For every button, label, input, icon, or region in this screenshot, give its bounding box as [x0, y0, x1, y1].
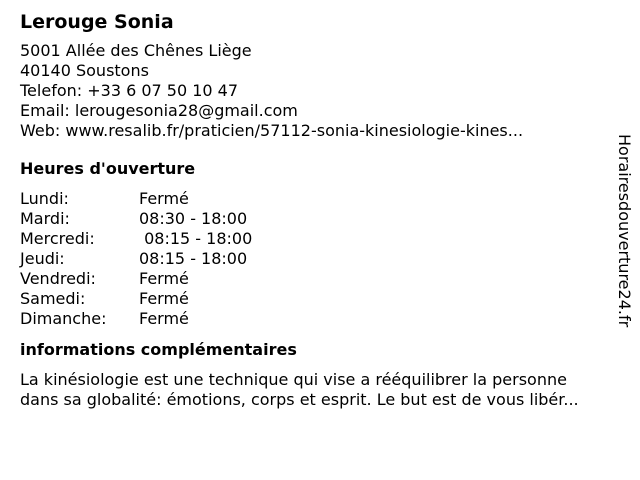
info-heading: informations complémentaires [20, 340, 297, 359]
hours-row-lundi [20, 189, 620, 209]
hours-row-mercredi [20, 229, 620, 249]
hours-day: Mercredi: [20, 229, 95, 248]
site-watermark [614, 134, 634, 370]
hours-table [20, 189, 620, 329]
hours-time: Fermé [139, 309, 189, 328]
hours-time: Fermé [139, 289, 189, 308]
hours-row-vendredi [20, 269, 620, 289]
info-line-1: La kinésiologie est une technique qui vise a rééquilibrer la personne [20, 370, 567, 389]
hours-heading: Heures d'ouverture [20, 159, 196, 178]
business-card [20, 10, 620, 410]
hours-row-jeudi [20, 249, 620, 269]
hours-row-samedi [20, 289, 620, 309]
contact-block [20, 41, 620, 141]
website-link[interactable]: Web: www.resalib.fr/praticien/57112-sonia-kinesiologie-kines... [20, 121, 524, 140]
info-line-2: dans sa globalité: émotions, corps et esprit. Le but est de vous libér... [20, 390, 579, 409]
hours-row-mardi [20, 209, 620, 229]
hours-day: Jeudi: [20, 249, 65, 268]
hours-row-dimanche [20, 309, 620, 329]
watermark-text: Horairesdouverture24.fr [615, 134, 634, 328]
hours-time: 08:30 - 18:00 [139, 209, 248, 228]
hours-time: 08:15 - 18:00 [139, 249, 248, 268]
hours-day: Dimanche: [20, 309, 107, 328]
hours-day: Samedi: [20, 289, 86, 308]
hours-day: Lundi: [20, 189, 69, 208]
phone-number[interactable]: Telefon: +33 6 07 50 10 47 [20, 81, 239, 100]
hours-time: 08:15 - 18:00 [139, 229, 253, 248]
hours-day: Vendredi: [20, 269, 96, 288]
address-street: 5001 Allée des Chênes Liège [20, 41, 252, 60]
info-text [20, 370, 620, 410]
address-city: 40140 Soustons [20, 61, 149, 80]
hours-time: Fermé [139, 269, 189, 288]
email-address[interactable]: Email: lerougesonia28@gmail.com [20, 101, 298, 120]
hours-day: Mardi: [20, 209, 70, 228]
business-name: Lerouge Sonia [20, 11, 174, 33]
hours-time: Fermé [139, 189, 189, 208]
